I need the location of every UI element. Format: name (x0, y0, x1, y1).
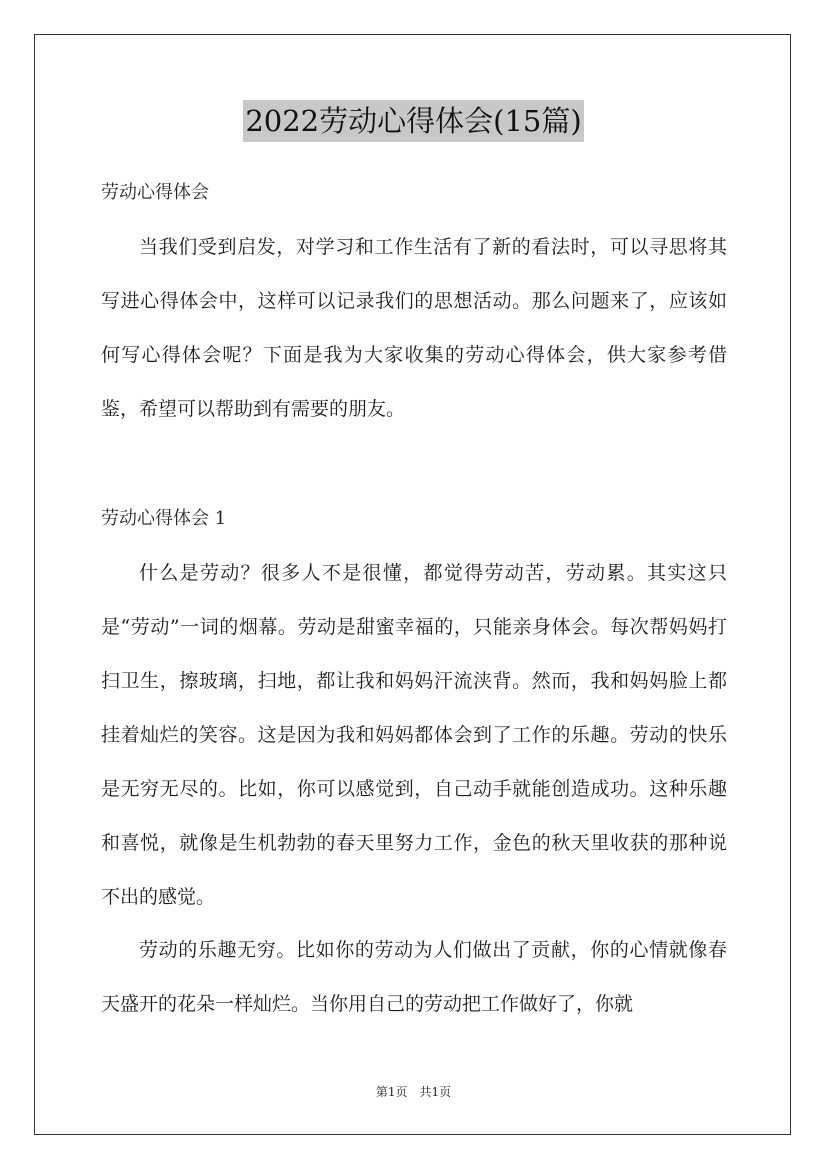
page-footer: 第1页 共1页 (375, 1085, 452, 1099)
document-title: 2022劳动心得体会(15篇) (243, 100, 583, 142)
title-container (0, 100, 827, 142)
section-1-paragraph-2: 劳动的乐趣无穷。比如你的劳动为人们做出了贡献，你的心情就像春天盛开的花朵一样灿烂。当你用自己的劳动把工作做好了，你就 (101, 939, 727, 1015)
intro-heading: 劳动心得体会 (101, 182, 209, 203)
section-1-paragraph-1: 什么是劳动？很多人不是很懂，都觉得劳动苦，劳动累。其实这只是“劳动”一词的烟幕。劳动是甜蜜幸福的，只能亲身体会。每次帮妈妈打扫卫生，擦玻璃，扫地，都让我和妈妈汗流浃背。然而，我和妈妈脸上都挂着灿烂的笑容。这是因为我和妈妈都体会到了工作的乐趣。劳动的快乐是无穷无尽的。比如，你可以感觉到，自己动手就能创造成功。这种乐趣和喜悦，就像是生机勃勃的春天里努力工作，金色的秋天里收获的那种说不出的感觉。 (101, 562, 727, 908)
section-1-heading: 劳动心得体会 1 (101, 508, 227, 529)
intro-paragraph: 当我们受到启发，对学习和工作生活有了新的看法时，可以寻思将其写进心得体会中，这样可以记录我们的思想活动。那么问题来了，应该如何写心得体会呢？下面是我为大家收集的劳动心得体会，供大家参考借鉴，希望可以帮助到有需要的朋友。 (101, 236, 727, 420)
